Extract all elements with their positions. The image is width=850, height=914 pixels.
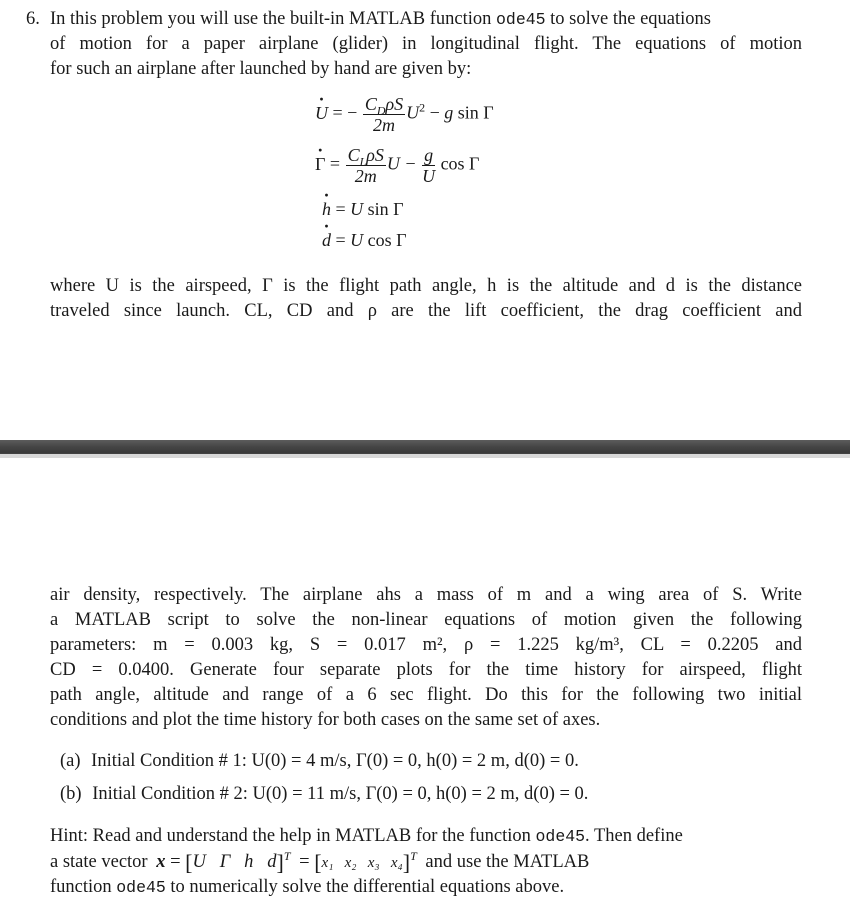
where-line-2: traveled since launch. CL, CD and ρ are the lift coefficient, the drag coefficient and bbox=[50, 301, 802, 321]
equation-gamma-dot bbox=[315, 145, 479, 186]
hint-line-3 bbox=[50, 875, 564, 900]
continued-line-6: conditions and plot the time history for both cases on the same set of axes. bbox=[50, 710, 601, 730]
eq2-num-c: C bbox=[347, 145, 360, 165]
page-lower bbox=[0, 458, 850, 914]
intro-line-3: for such an airplane after launched by hand are given by: bbox=[50, 59, 472, 79]
eq3-sin: sin Γ bbox=[363, 199, 404, 219]
intro-line-2: of motion for a paper airplane (glider) in longitudinal flight. The equations of motion bbox=[50, 34, 802, 54]
eq1-sin: sin Γ bbox=[453, 102, 494, 123]
transpose-2: T bbox=[410, 848, 417, 863]
equation-d-dot bbox=[322, 230, 407, 251]
eq3-sign: = bbox=[335, 199, 346, 219]
eq1-g: g bbox=[444, 102, 454, 123]
eq1-u: U bbox=[406, 102, 420, 123]
problem-number: 6. bbox=[26, 9, 40, 29]
eq2-den2: U bbox=[422, 166, 436, 186]
eq1-den: 2m bbox=[372, 115, 395, 135]
hint-ode45-code-1: ode45 bbox=[535, 827, 586, 846]
eq1-fraction bbox=[363, 94, 405, 135]
hint-eq2: = bbox=[299, 852, 310, 872]
eq2-den: 2m bbox=[354, 166, 377, 186]
condition-b-text: Initial Condition # 2: U(0) = 11 m/s, Γ(0) = 0, h(0) = 2 m, d(0) = 0. bbox=[92, 784, 589, 804]
h-dot-symbol: · h bbox=[322, 199, 331, 220]
eq1-num-sub: D bbox=[376, 103, 386, 118]
hint-line-1 bbox=[50, 824, 683, 849]
state-vector-symbol: x bbox=[156, 852, 166, 872]
condition-a bbox=[60, 749, 579, 773]
eq1-sign: = − bbox=[332, 102, 358, 123]
continued-line-3: parameters: m = 0.003 kg, S = 0.017 m², ρ = 1.225 kg/m³, CL = 0.2205 and bbox=[50, 635, 802, 655]
hint-text-1a: Hint: Read and understand the help in MATLAB for the function bbox=[50, 826, 531, 846]
u-dot-symbol: · U bbox=[315, 103, 328, 124]
intro-text-1b: to solve the equations bbox=[550, 9, 711, 29]
intro-text-1a: In this problem you will use the built-in MATLAB function bbox=[50, 9, 492, 29]
gamma-dot-symbol: · Γ bbox=[315, 154, 325, 175]
hint-text-3b: to numerically solve the differential equations above. bbox=[170, 877, 565, 897]
eq1-sup: 2 bbox=[419, 100, 426, 115]
hint-ode45-code-2: ode45 bbox=[116, 878, 166, 897]
eq3-u: U bbox=[350, 199, 364, 219]
intro-line-1 bbox=[50, 7, 802, 32]
state-xs: x₁ x₂ x₃ x₄ bbox=[321, 855, 403, 871]
page-upper bbox=[0, 0, 850, 440]
equation-h-dot bbox=[322, 199, 404, 220]
eq1-minus: − bbox=[425, 102, 445, 123]
hint-eq1: = bbox=[170, 852, 181, 872]
page-divider bbox=[0, 440, 850, 458]
continued-line-5: path angle, altitude and range of a 6 sec flight. Do this for the following two initial bbox=[50, 685, 802, 705]
hint-line-2: a state vector x = [U Γ h d]$^T$ = [x₁ x₂ x₃ x₄]$^T$ and use the MATLAB bbox=[50, 848, 590, 875]
eq2-fraction-2 bbox=[422, 145, 435, 186]
eq4-cos: cos Γ bbox=[363, 230, 407, 250]
eq2-u: U − bbox=[386, 153, 422, 174]
transpose-1: T bbox=[283, 848, 291, 863]
continued-line-4: CD = 0.0400. Generate four separate plots for the time history for airspeed, flight bbox=[50, 660, 802, 680]
continued-line-2: a MATLAB script to solve the non-linear equations of motion given the following bbox=[50, 610, 802, 630]
equation-u-dot bbox=[315, 94, 494, 135]
eq4-sign: = bbox=[335, 230, 346, 250]
eq2-num-sub: L bbox=[359, 154, 367, 169]
eq2-fraction bbox=[346, 145, 386, 186]
state-vars: U Γ h d bbox=[192, 852, 277, 872]
hint-text-3a: function bbox=[50, 877, 112, 897]
condition-b-label: (b) bbox=[60, 784, 82, 804]
eq1-num-rest: ρS bbox=[385, 94, 404, 114]
hint-text-2b: and use the MATLAB bbox=[425, 852, 590, 872]
eq4-u: U bbox=[350, 230, 364, 250]
eq2-num-rest: ρS bbox=[366, 145, 384, 165]
d-dot-symbol: · d bbox=[322, 230, 331, 251]
condition-a-text: Initial Condition # 1: U(0) = 4 m/s, Γ(0) = 0, h(0) = 2 m, d(0) = 0. bbox=[91, 751, 579, 771]
eq2-sign: = bbox=[329, 153, 341, 174]
condition-b bbox=[60, 782, 588, 806]
eq2-num2: g bbox=[424, 145, 434, 165]
ode45-code: ode45 bbox=[496, 10, 546, 29]
eq1-num-c: C bbox=[364, 94, 377, 114]
where-line-1: where U is the airspeed, Γ is the flight path angle, h is the altitude and d is the distance bbox=[50, 276, 802, 296]
hint-text-1b: . Then define bbox=[585, 826, 683, 846]
continued-line-1: air density, respectively. The airplane ahs a mass of m and a wing area of S. Write bbox=[50, 585, 802, 605]
hint-text-2a: a state vector bbox=[50, 852, 148, 872]
eq2-cos: cos Γ bbox=[436, 153, 480, 174]
condition-a-label: (a) bbox=[60, 751, 81, 771]
